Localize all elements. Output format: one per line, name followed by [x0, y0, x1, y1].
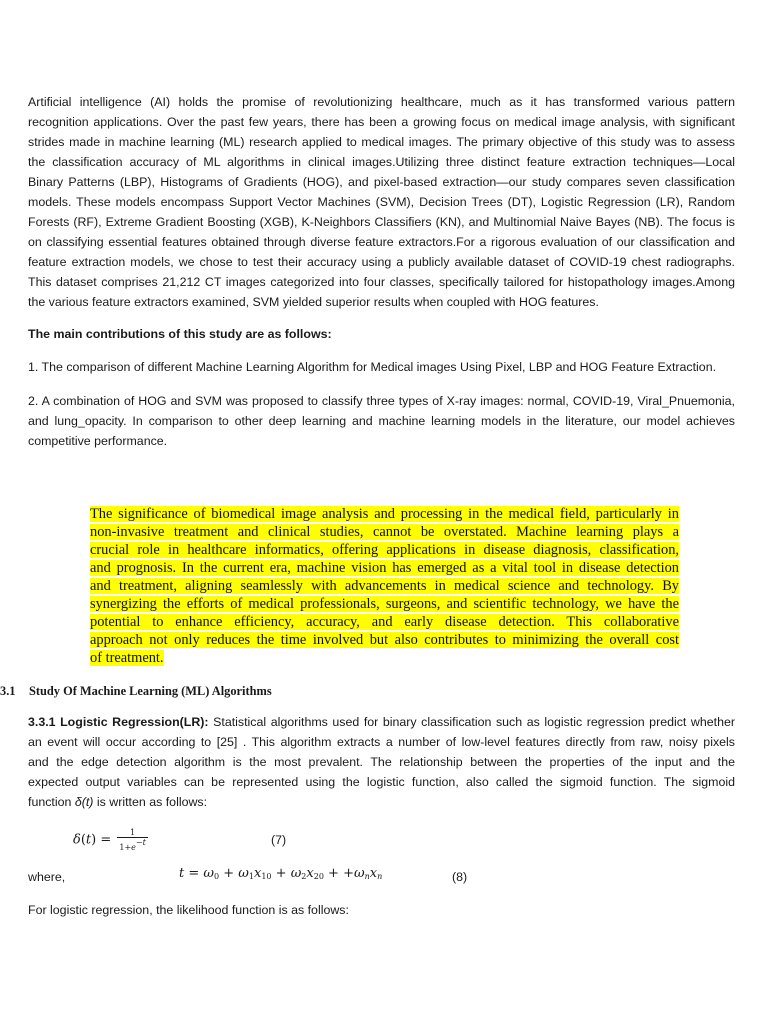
intro-paragraph [28, 92, 735, 312]
section-title: Study Of Machine Learning (ML) Algorithms [29, 684, 272, 698]
likelihood-sentence: For logistic regression, the likelihood function is as follows: [28, 903, 349, 917]
text-line: an event will occur according to [25] . This algorithm extracts a number of low-level features directly from raw, noisy pixels [28, 735, 735, 749]
text-line: function δ(t) is written as follows: [28, 795, 208, 809]
text-line: Forests (RF), Extreme Gradient Boosting (XGB), K-Neighbors Classifiers (KN), and Multinomial Naive Bayes (NB). The focus is [28, 215, 735, 229]
text-line: This dataset comprises 21,212 CT images categorized into four classes, specifically tailored for histopathology images.Among [28, 275, 735, 289]
text-line: Artificial intelligence (AI) holds the promise of revolutionizing healthcare, much as it has transformed various pattern [28, 95, 735, 109]
equation-sigmoid: δ(t) = $\frac{1}{1+e^{-t}}$ [73, 828, 146, 852]
contributions-heading: The main contributions of this study are as follows: [28, 327, 332, 341]
text-line: 3.3.1 Logistic Regression(LR): Statistical algorithms used for binary classification such as logistic regression predict whether [28, 715, 736, 729]
highlighted-line: and treatment, aligning seamlessly with advancements in medical science and technology. By [90, 578, 679, 594]
highlighted-line: The significance of biomedical image analysis and processing in the medical field, particularly in [90, 506, 679, 522]
text-line: and lung_opacity. In comparison to other deep learning and machine learning models in the literature, our model achieves [28, 414, 735, 428]
contribution-item-1: 1. The comparison of different Machine Learning Algorithm for Medical images Using Pixel, LBP and HOG Feature Extraction. [28, 360, 717, 374]
text-line: feature extraction models, we chose to test their accuracy using a publicly available dataset of COVID-19 chest radiographs. [28, 255, 735, 269]
highlighted-line: and prognosis. In the current era, machine vision has emerged as a vital tool in disease detection [90, 560, 679, 576]
text-line: the classification accuracy of ML algorithms in clinical images.Utilizing three distinct feature extraction techniques—Local [28, 155, 735, 169]
highlighted-paragraph [90, 505, 679, 667]
where-label: where, [28, 870, 66, 884]
highlighted-line: of treatment. [90, 650, 164, 666]
text-line: the various feature extractors examined, SVM yielded superior results when coupled with HOG features. [28, 295, 599, 309]
equation-number: (8) [452, 870, 468, 884]
highlighted-line: non-invasive treatment and clinical studies, cannot be overstated. Machine learning plays a [90, 524, 679, 540]
highlighted-line: approach not only reduces the time involved but also contributes to minimizing the overall cost [90, 632, 679, 648]
highlighted-line: potential to enhance efficiency, accuracy, and early disease detection. This collaborative [90, 614, 679, 630]
text-line: strides made in machine learning (ML) research applied to medical images. The primary objective of this study was to assess [28, 135, 735, 149]
highlighted-line: crucial role in healthcare informatics, offering applications in disease diagnosis, classification, [90, 542, 679, 558]
section-heading [0, 683, 272, 699]
equation-linear: $t = \omega_0 + \omega_1x_{10} + \omega_2x_{20} + +\omega_nx_n$ [179, 866, 383, 881]
logistic-regression-paragraph [28, 712, 735, 812]
subsection-heading: 3.3.1 Logistic Regression(LR): [28, 715, 209, 729]
text-line: models. These models encompass Support Vector Machines (SVM), Decision Trees (DT), Logistic Regression (LR), Random [28, 195, 735, 209]
text-line: competitive performance. [28, 434, 168, 448]
text-line: 2. A combination of HOG and SVM was proposed to classify three types of X-ray images: normal, COVID-19, Viral_Pnuemonia, [28, 394, 735, 408]
sigmoid-symbol: δ(t) [74, 795, 94, 809]
text-line: Binary Patterns (LBP), Histograms of Gradients (HOG), and pixel-based extraction—our study compares seven classification [28, 175, 735, 189]
equation-number: (7) [271, 833, 287, 847]
contribution-item-2 [28, 391, 735, 451]
highlighted-line: synergizing the efforts of medical professionals, surgeons, and scientific technology, we have the [90, 596, 679, 612]
section-number: 3.1 [0, 684, 16, 698]
text-line: on classifying essential features obtained through diverse feature extractors.For a rigorous evaluation of our classification and [28, 235, 735, 249]
text-line: recognition applications. Over the past few years, there has been a growing focus on medical image analysis, with significant [28, 115, 735, 129]
text-line: and the edge detection algorithm is the most prevalent. The relationship between the properties of the input and the [28, 755, 735, 769]
text-line: expected output variables can be represented using the logistic function, also called the sigmoid function. The sigmoid [28, 775, 735, 789]
